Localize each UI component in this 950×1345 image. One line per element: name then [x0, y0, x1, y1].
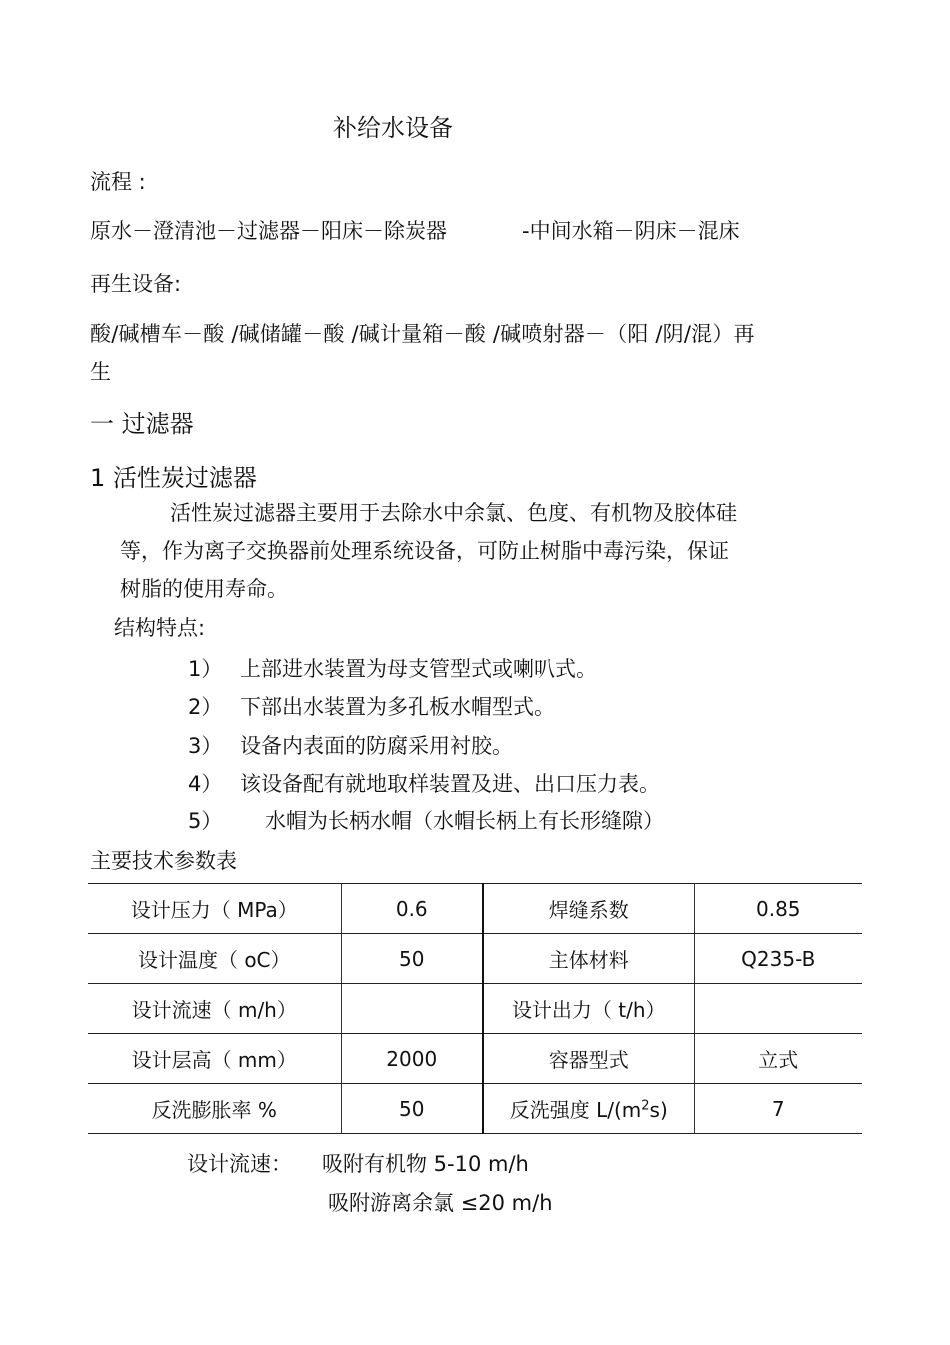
table-row: [88, 884, 862, 934]
feature-item: [188, 768, 660, 798]
feature-number: 5）: [188, 809, 223, 833]
regen-line-2: 生: [90, 360, 111, 384]
feature-item: [188, 691, 555, 721]
document-title: 补给水设备: [333, 114, 453, 142]
param-value: 0.6: [341, 884, 483, 934]
notes-line-1: 吸附有机物 5-10 m/h: [322, 1152, 529, 1176]
param-value: [694, 984, 862, 1034]
param-label: 容器型式: [483, 1034, 694, 1084]
param-value: Q235-B: [694, 934, 862, 984]
flow-line-a: 原水－澄清池－过滤器－阳床－除炭器: [90, 219, 447, 243]
description-line: 等，作为离子交换器前处理系统设备，可防止树脂中毒污染，保证: [120, 539, 729, 563]
feature-number: 2）: [188, 695, 223, 719]
unit-superscript: 2: [641, 1098, 650, 1114]
feature-text: 上部进水装置为母支管型式或喇叭式。: [240, 657, 597, 681]
regen-line-1: 酸/碱槽车－酸 /碱储罐－酸 /碱计量箱－酸 /碱喷射器－（阳 /阴/混）再: [90, 322, 755, 346]
param-value: 50: [341, 1084, 483, 1134]
section-heading-filter: 一 过滤器: [90, 410, 194, 438]
description-line: 活性炭过滤器主要用于去除水中余氯、色度、有机物及胶体硅: [170, 501, 737, 525]
feature-number: 4）: [188, 772, 223, 796]
param-value: 2000: [341, 1034, 483, 1084]
table-row: [88, 984, 862, 1034]
feature-item: [188, 730, 513, 760]
table-row: [88, 934, 862, 984]
regen-label: 再生设备:: [90, 272, 182, 296]
feature-number: 1）: [188, 657, 223, 681]
param-label: 设计层高（ mm）: [88, 1034, 341, 1084]
param-value: 7: [694, 1084, 862, 1134]
param-label: 主体材料: [483, 934, 694, 984]
subsection-heading-carbon-filter: 1 活性炭过滤器: [90, 464, 257, 492]
description-line: 树脂的使用寿命。: [120, 577, 288, 601]
param-value: 50: [341, 934, 483, 984]
table-row: [88, 1084, 862, 1134]
param-label-unit-tail: s): [649, 1098, 668, 1122]
param-label: 焊缝系数: [483, 884, 694, 934]
feature-text: 水帽为长柄水帽（水帽长柄上有长形缝隙）: [265, 809, 664, 833]
feature-text: 下部出水装置为多孔板水帽型式。: [240, 695, 555, 719]
param-label: 设计流速（ m/h）: [88, 984, 341, 1034]
parameter-table: [88, 883, 862, 1134]
param-label: 设计出力（ t/h）: [483, 984, 694, 1034]
param-label: 设计温度（ oC）: [88, 934, 341, 984]
notes-line-2: 吸附游离余氯 ≤20 m/h: [328, 1191, 553, 1215]
feature-text: 设备内表面的防腐采用衬胶。: [240, 734, 513, 758]
notes-label: 设计流速：: [187, 1152, 292, 1176]
table-title: 主要技术参数表: [90, 849, 237, 873]
structure-label: 结构特点:: [114, 616, 206, 640]
param-label: 反洗膨胀率 %: [88, 1084, 341, 1134]
feature-item: [188, 653, 597, 683]
param-value: 立式: [694, 1034, 862, 1084]
param-label-text: 反洗强度 L/(m: [509, 1098, 642, 1122]
feature-number: 3）: [188, 734, 223, 758]
feature-text: 该设备配有就地取样装置及进、出口压力表。: [240, 772, 660, 796]
param-label: 设计压力（ MPa）: [88, 884, 341, 934]
flow-line-b: -中间水箱－阴床－混床: [522, 219, 740, 243]
param-value: [341, 984, 483, 1034]
feature-item: [188, 805, 664, 835]
table-row: [88, 1034, 862, 1084]
param-label: [483, 1084, 694, 1134]
flow-label: 流程 :: [90, 170, 146, 194]
param-value: 0.85: [694, 884, 862, 934]
